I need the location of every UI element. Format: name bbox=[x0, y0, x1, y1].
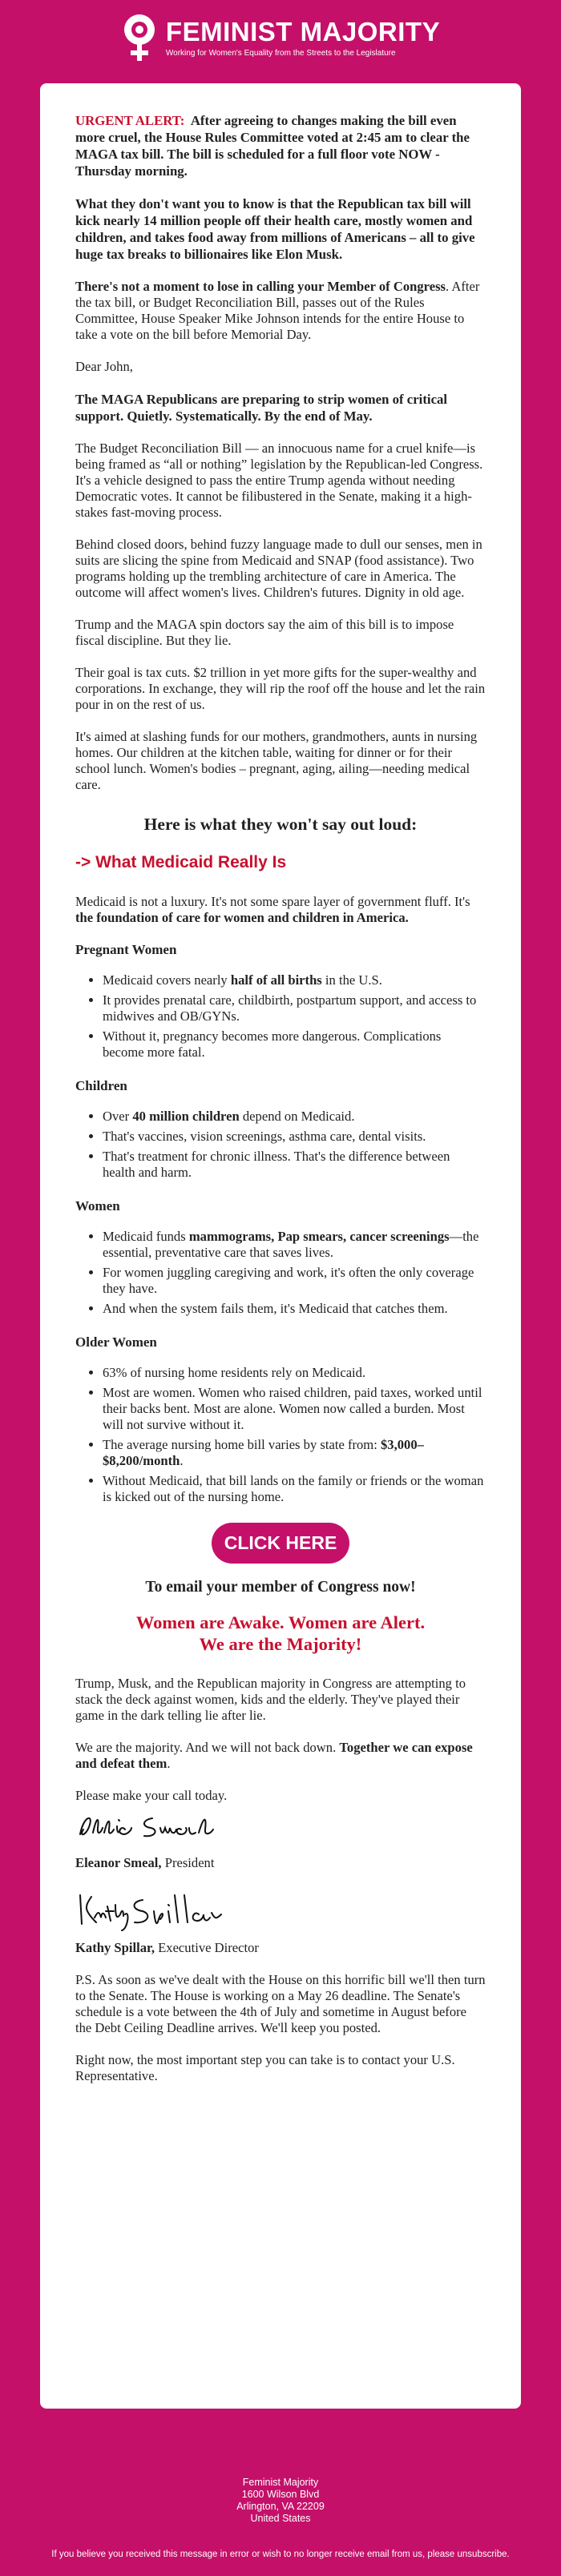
list-item: • Without it, pregnancy becomes more dangerous. Complications become more fatal. bbox=[103, 1028, 486, 1061]
kathy-spillar-signature bbox=[75, 1887, 228, 1932]
signer-1-title: President bbox=[161, 1855, 215, 1870]
signer-1 bbox=[75, 1855, 486, 1871]
signer-2 bbox=[75, 1940, 486, 1956]
list-item: • That's treatment for chronic illness. That's the difference between health and harm. bbox=[103, 1149, 486, 1181]
budget-paragraph: The Budget Reconciliation Bill — an innocuous name for a cruel knife—is being framed as “all or nothing” legislation by the Republican-led Congress. It's a vehicle designed to pass the entire Trump agenda without needing Democratic votes. It cannot be filibustered in the Senate, making it a high-stakes fast-moving process. bbox=[75, 441, 483, 520]
maga-strip-paragraph: The MAGA Republicans are preparing to strip women of critical support. Quietly. Systematically. By the end of May. bbox=[75, 392, 448, 424]
footer-address bbox=[0, 2411, 561, 2525]
header bbox=[0, 0, 561, 77]
behind-doors-paragraph: Behind closed doors, behind fuzzy language made to dull our senses, men in suits are slicing the spine from Medicaid and SNAP (food assistance). Two programs holding up the trembling architecture of care in America. The outcome will affect women's lives. Children's futures. Dignity in old age. bbox=[75, 537, 482, 600]
awake-line-2: We are the Majority! bbox=[199, 1634, 362, 1654]
eleanor-smeal-signature bbox=[75, 1809, 228, 1847]
list-item: • That's vaccines, vision screenings, asthma care, dental visits. bbox=[103, 1129, 486, 1145]
list-text: in the U.S. bbox=[321, 972, 382, 988]
women-list bbox=[75, 1229, 486, 1317]
awake-slogan bbox=[75, 1612, 486, 1655]
list-item: • Most are women. Women who raised children, paid taxes, worked until their backs bent. Most are alone. Women now called a burden. Most will not survive without it. bbox=[103, 1385, 486, 1433]
what-they-dont-paragraph: What they don't want you to know is that the Republican tax bill will kick nearly 14 million people off their health care, mostly women and children, and takes food away from millions of Americans – all to give huge tax breaks to billionaires like Elon Musk. bbox=[75, 196, 475, 262]
medicaid-intro-bold: the foundation of care for women and children in America. bbox=[75, 910, 409, 925]
make-call-text: Please make your call today. bbox=[75, 1788, 228, 1803]
footer-country: United States bbox=[250, 2513, 311, 2524]
pregnant-women-heading: Pregnant Women bbox=[75, 942, 177, 957]
email-congress-text: To email your member of Congress now! bbox=[145, 1579, 416, 1596]
greeting: Dear John, bbox=[75, 359, 133, 374]
list-bold: half of all births bbox=[230, 972, 322, 988]
majority-bold: Together we can expose and defeat them bbox=[75, 1740, 473, 1771]
pregnant-women-list bbox=[75, 972, 486, 1061]
list-item bbox=[103, 1109, 486, 1125]
list-item bbox=[103, 972, 486, 988]
no-time-bold: There's not a moment to lose in calling your Member of Congress bbox=[75, 279, 446, 294]
list-bold: $3,000–$8,200/month bbox=[103, 1437, 424, 1468]
list-text: Over bbox=[103, 1109, 133, 1124]
brand bbox=[166, 18, 440, 59]
footer-org: Feminist Majority bbox=[242, 2477, 319, 2488]
medicaid-heading: -> What Medicaid Really Is bbox=[75, 853, 287, 871]
majority-paragraph bbox=[75, 1740, 486, 1772]
goal-paragraph: Their goal is tax cuts. $2 trillion in yet more gifts for the super-wealthy and corporations. In exchange, they will rip the roof off the house and let the rain pour in on the rest of us. bbox=[75, 665, 486, 712]
signer-2-title: Executive Director bbox=[154, 1940, 259, 1955]
list-item: • For women juggling caregiving and work, it's often the only coverage they have. bbox=[103, 1265, 486, 1297]
list-item bbox=[103, 1437, 486, 1469]
women-heading: Women bbox=[75, 1198, 120, 1214]
no-time-rest: . After the tax bill, or Budget Reconciliation Bill, passes out of the Rules Committee, House Speaker Mike Johnson intends for the entire House to take a vote on the bill before Memorial Day. bbox=[75, 279, 480, 342]
no-time-paragraph bbox=[75, 279, 486, 343]
footer-street: 1600 Wilson Blvd bbox=[241, 2489, 320, 2500]
list-text: . bbox=[180, 1453, 184, 1468]
list-text: depend on Medicaid. bbox=[239, 1109, 355, 1124]
list-bold: 40 million children bbox=[132, 1109, 240, 1124]
list-item bbox=[103, 1229, 486, 1261]
majority-text: We are the majority. And we will not back down. bbox=[75, 1740, 340, 1755]
section-heading: Here is what they won't say out loud: bbox=[143, 815, 418, 834]
footer-city: Arlington, VA 22209 bbox=[236, 2501, 325, 2512]
children-heading: Children bbox=[75, 1078, 127, 1093]
signer-2-name: Kathy Spillar, bbox=[75, 1940, 155, 1955]
brand-name[interactable]: FEMINIST MAJORITY bbox=[165, 17, 441, 46]
urgent-label: URGENT ALERT: bbox=[75, 113, 185, 128]
brand-tagline: Working for Women's Equality from the Streets to the Legislature bbox=[165, 49, 396, 58]
trump-spin-paragraph: Trump and the MAGA spin doctors say the aim of this bill is to impose fiscal discipline. But they lie. bbox=[75, 617, 454, 648]
medicaid-intro bbox=[75, 894, 486, 926]
list-text: Medicaid funds bbox=[103, 1229, 189, 1244]
click-here-button[interactable]: CLICK HERE bbox=[212, 1523, 349, 1564]
unsubscribe-notice[interactable]: If you believe you received this message in error or wish to no longer receive email from us, please unsubscribe. bbox=[51, 2550, 510, 2559]
cta-wrapper bbox=[75, 1523, 486, 1564]
ps-paragraph: P.S. As soon as we've dealt with the House on this horrific bill we'll then turn to the Senate. The House is working on a May 26 deadline. The Senate's schedule is a vote between the 4th of July and sometime in August before the Debt Ceiling Deadline arrives. We'll keep you posted. bbox=[75, 1972, 486, 2035]
right-now-paragraph: Right now, the most important step you can take is to contact your U.S. Representative. bbox=[75, 2052, 455, 2083]
older-women-heading: Older Women bbox=[75, 1334, 157, 1350]
footer bbox=[0, 2411, 561, 2561]
list-text: Medicaid covers nearly bbox=[103, 972, 231, 988]
signer-1-name: Eleanor Smeal, bbox=[75, 1855, 162, 1870]
list-bold: mammograms, Pap smears, cancer screenings bbox=[188, 1229, 450, 1244]
children-list bbox=[75, 1109, 486, 1181]
trump-musk-paragraph: Trump, Musk, and the Republican majority in Congress are attempting to stack the deck against women, kids and the elderly. They've played their game in the dark telling lie after lie. bbox=[75, 1676, 466, 1723]
aimed-paragraph: It's aimed at slashing funds for our mothers, grandmothers, aunts in nursing homes. Our children at the kitchen table, waiting for dinner or for their school lunch. Women's bodies – pregnant, aging, ailing—needing medical care. bbox=[75, 729, 478, 792]
urgent-alert bbox=[75, 112, 486, 179]
medicaid-intro-text: Medicaid is not a luxury. It's not some spare layer of government fluff. It's bbox=[75, 894, 470, 909]
list-item: • It provides prenatal care, childbirth, postpartum support, and access to midwives and OB/GYNs. bbox=[103, 992, 486, 1024]
list-item: • 63% of nursing home residents rely on Medicaid. bbox=[103, 1365, 486, 1381]
venus-symbol-icon bbox=[121, 12, 158, 65]
majority-text-end: . bbox=[167, 1756, 171, 1771]
older-women-list bbox=[75, 1365, 486, 1505]
urgent-text: After agreeing to changes making the bill even more cruel, the House Rules Committee voted at 2:45 am to clear the MAGA tax bill. The bill is scheduled for a full floor vote NOW - Thursday morning. bbox=[75, 113, 470, 179]
list-text: The average nursing home bill varies by state from: bbox=[103, 1437, 381, 1452]
awake-line-1: Women are Awake. Women are Alert. bbox=[135, 1612, 426, 1632]
list-text: —the essential, preventative care that saves lives. bbox=[103, 1229, 479, 1260]
list-item: • And when the system fails them, it's Medicaid that catches them. bbox=[103, 1301, 486, 1317]
email-body bbox=[40, 83, 521, 2409]
list-item: • Without Medicaid, that bill lands on the family or friends or the woman is kicked out of the nursing home. bbox=[103, 1473, 486, 1505]
